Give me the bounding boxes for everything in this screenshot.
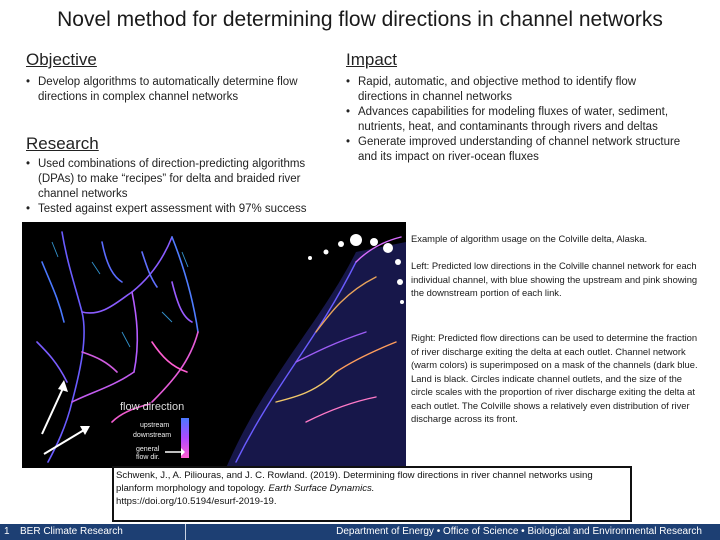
outlet-discharge-map — [206, 222, 406, 468]
citation-journal: Earth Surface Dynamics. — [268, 483, 375, 494]
left-panel-caption: Left: Predicted low directions in the Colville channel network for each individual channel, with blue showing the upstream and pink showing the downstream portion of each link. — [411, 260, 698, 298]
example-caption: Example of algorithm usage on the Colville delta, Alaska. — [411, 233, 648, 244]
legend-general-label: general — [136, 446, 160, 453]
impact-heading: Impact — [346, 50, 398, 69]
footer-bar — [0, 524, 720, 540]
legend-arrow-icon — [163, 444, 185, 460]
research-bullet: • Used combinations of direction-predicting algorithms (DPAs) to make “recipes” for delta and braided river channel networks — [26, 157, 338, 202]
citation-doi[interactable]: https://doi.org/10.5194/esurf-2019-19. — [116, 496, 277, 507]
legend-flowdir-label: flow dir. — [136, 454, 160, 461]
research-heading: Research — [26, 134, 99, 153]
impact-bullet: • Advances capabilities for modeling fluxes of water, sediment, nutrients, heat, and contaminants through rivers and deltas — [346, 105, 682, 135]
flow-arrow-icon — [36, 420, 96, 460]
citation — [116, 469, 630, 508]
outlet-network — [206, 222, 406, 468]
legend-downstream-label: downstream — [133, 432, 172, 439]
impact-bullet: • Generate improved understanding of channel network structure and its impact on river-ocean fluxes — [346, 135, 682, 165]
legend-upstream-label: upstream — [140, 422, 170, 429]
footer-program: BER Climate Research — [20, 526, 123, 537]
impact-bullet: • Rapid, automatic, and objective method to identify flow directions in channel networks — [346, 75, 682, 105]
objective-list — [26, 75, 316, 105]
right-panel-caption: Right: Predicted flow directions can be used to determine the fraction of river discharge exiting the delta at each outlet. Channel network (warm colors) is superimposed on a mask of the channels (dark blue. Land is black. Circles indicate channel outlets, and the size of the circle scales with the proportion of river discharge exiting the delta at each outlet. The Colville shows a relatively even distribution of river discharge across its front. — [411, 332, 698, 424]
objective-heading: Objective — [26, 50, 97, 69]
footer-office: Department of Energy • Office of Science • Biological and Environmental Research — [336, 526, 702, 537]
objective-bullet: • Develop algorithms to automatically determine flow directions in complex channel networks — [26, 75, 316, 105]
slide-number: 1 — [4, 526, 10, 537]
impact-list — [346, 75, 682, 165]
research-bullet: • Tested against expert assessment with 97% success — [26, 202, 338, 217]
citation-text: Schwenk, J., A. Piliouras, and J. C. Rowland. (2019). Determining flow directions in river channel networks using planform morphology and topology. — [116, 470, 593, 494]
footer-divider — [185, 524, 186, 540]
legend-title: flow direction — [120, 401, 185, 413]
page-title: Novel method for determining flow directions in channel networks — [57, 8, 663, 31]
research-list — [26, 157, 338, 217]
